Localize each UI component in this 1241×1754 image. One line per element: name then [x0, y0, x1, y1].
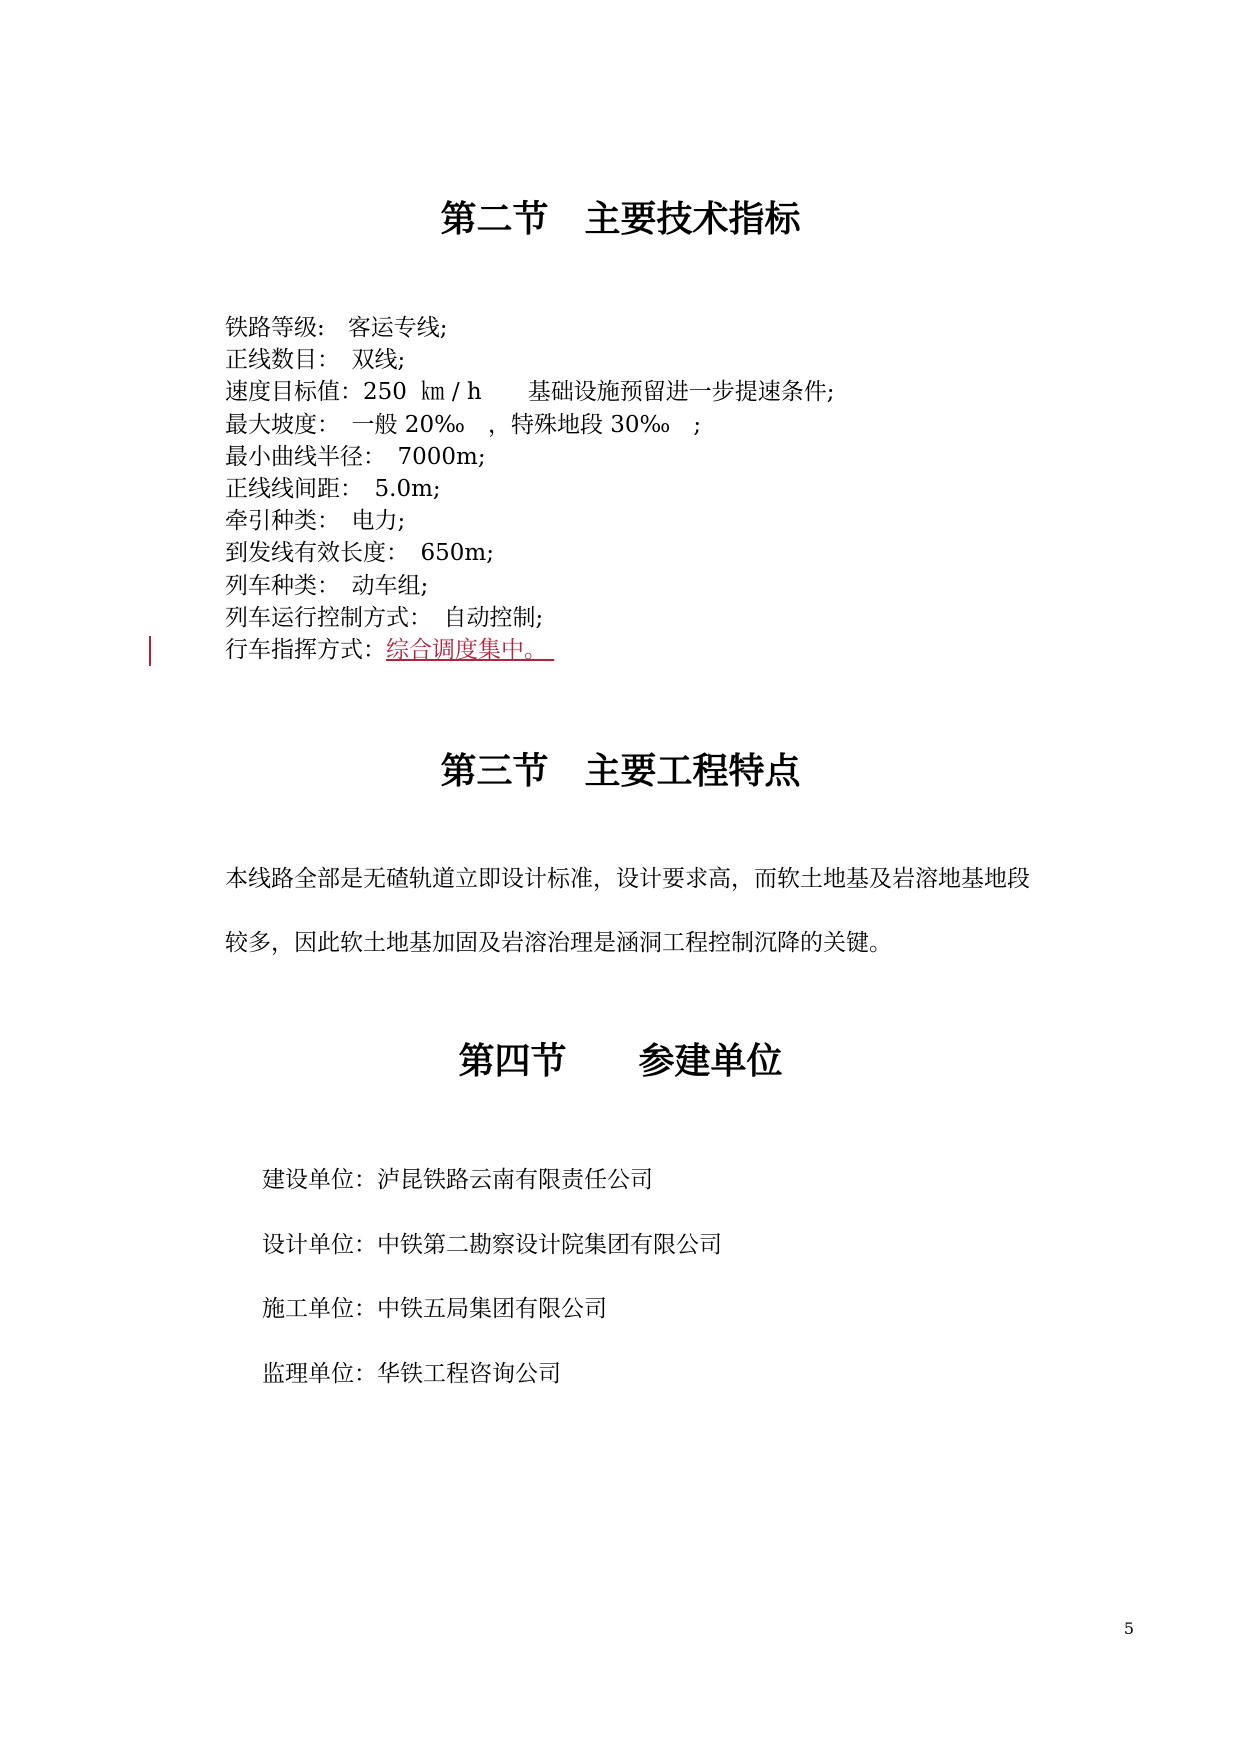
dispatch-mode-label: 行车指挥方式：	[225, 637, 386, 664]
spec-train-type: 列车种类： 动车组;	[225, 572, 429, 599]
engineering-features-line-1: 本线路全部是无碴轨道立即设计标准，设计要求高，而软土地基及岩溶地基地段	[225, 866, 1030, 892]
unit-contractor: 施工单位：中铁五局集团有限公司	[262, 1296, 607, 1322]
unit-owner: 建设单位：泸昆铁路云南有限责任公司	[262, 1167, 653, 1193]
spec-railway-grade: 铁路等级: 客运专线;	[225, 315, 448, 341]
spec-min-curve-radius: 最小曲线半径： 7000m;	[225, 443, 486, 470]
spec-train-control: 列车运行控制方式： 自动控制;	[225, 604, 544, 631]
spec-traction-type: 牵引种类： 电力;	[225, 508, 406, 535]
unit-supervisor: 监理单位：华铁工程咨询公司	[262, 1360, 561, 1387]
unit-designer: 设计单位：中铁第二勘察设计院集团有限公司	[262, 1231, 722, 1258]
spec-siding-length: 到发线有效长度： 650m;	[225, 540, 494, 567]
spec-line-spacing: 正线线间距： 5.0m;	[225, 476, 441, 503]
revision-change-bar	[149, 636, 151, 666]
dispatch-mode-revised-value: 综合调度集中。	[386, 637, 555, 664]
engineering-features-line-2: 较多，因此软土地基加固及岩溶治理是涵洞工程控制沉降的关键。	[225, 930, 892, 956]
participating-units-list	[262, 1148, 722, 1406]
spec-max-gradient: 最大坡度： 一般 20‰ ，特殊地段 30‰ ;	[225, 411, 702, 438]
spec-dispatch-mode	[225, 634, 834, 666]
section3-title: 第三节 主要工程特点	[440, 751, 801, 792]
section2-title: 第二节 主要技术指标	[440, 199, 801, 240]
page-number: 5	[1123, 1619, 1134, 1638]
section4-title: 第四节 参建单位	[458, 1041, 783, 1082]
spec-target-speed: 速度目标值：250 ㎞ / h 基础设施预留进一步提速条件;	[225, 379, 835, 406]
tech-indicator-list	[225, 312, 834, 666]
spec-main-line-count: 正线数目： 双线;	[225, 347, 406, 374]
